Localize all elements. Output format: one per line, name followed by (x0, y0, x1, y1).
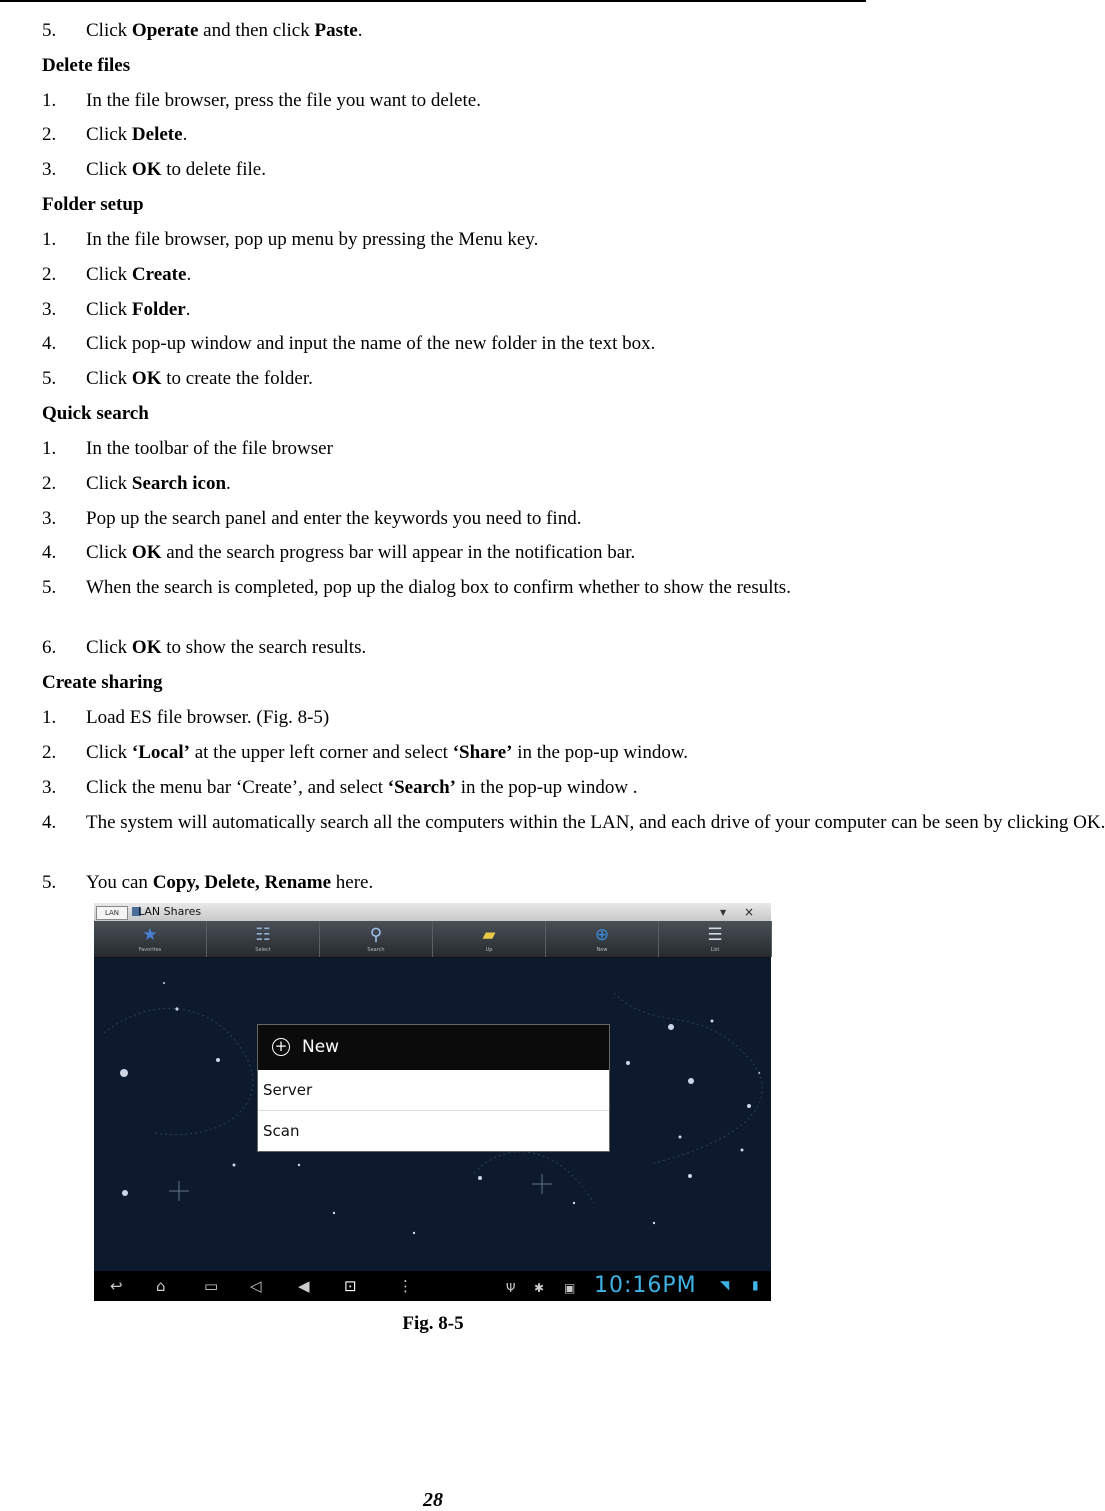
notification-icon: ▣ (564, 1281, 576, 1295)
toolbar-button-up[interactable] (433, 921, 546, 957)
text-run: You can (86, 872, 153, 893)
list-number: 2. (42, 473, 57, 494)
close-icon[interactable]: × (744, 905, 755, 919)
list-item-text (86, 775, 866, 801)
text-run: . (226, 473, 231, 494)
toolbar-button-select[interactable] (207, 921, 320, 957)
list-number: 5. (42, 872, 57, 893)
bold-term: Copy, Delete, Rename (152, 872, 332, 893)
list-item-text (86, 707, 866, 729)
toolbar-button-search[interactable] (320, 921, 433, 957)
screenshot-icon[interactable]: ⊡ (344, 1277, 357, 1295)
text-run: to create the folder. (161, 368, 313, 389)
list-item-text (86, 508, 866, 530)
text-run: Click (86, 542, 132, 563)
list-item-text (86, 229, 866, 251)
list-item-text (86, 438, 866, 460)
text-run: Click pop-up window and input the name of the new folder in the text box. (86, 333, 656, 354)
toolbar-button-new[interactable] (546, 921, 659, 957)
menu-item-server[interactable] (258, 1070, 609, 1111)
list-item-text (86, 264, 866, 286)
text-run: Click (86, 742, 132, 763)
list-number: 4. (42, 542, 57, 563)
search-icon: ⚲ (369, 925, 383, 945)
text-run: and the search progress bar will appear in the notification bar. (161, 542, 636, 563)
back-icon[interactable]: ↩ (110, 1277, 123, 1295)
list-number: 3. (42, 508, 57, 529)
text-run: Click (86, 124, 132, 145)
file-browser-screenshot (94, 903, 771, 1301)
select-grid-icon: ☷ (255, 925, 271, 945)
list-number: 4. (42, 812, 57, 833)
list-view-icon: ☰ (707, 925, 723, 945)
menu-header (258, 1025, 609, 1070)
bold-term: Delete (131, 124, 183, 145)
list-number: 4. (42, 333, 57, 354)
text-run: Click (86, 264, 132, 285)
text-run: In the toolbar of the file browser (86, 438, 333, 459)
bold-term: Operate (131, 20, 199, 41)
bold-term: ‘Share’ (452, 742, 513, 763)
toolbar (94, 921, 771, 958)
list-number: 5. (42, 577, 57, 598)
title-bar (94, 903, 771, 921)
text-run: . (357, 20, 363, 41)
text-run: In the file browser, pop up menu by pressing the Menu key. (86, 229, 539, 250)
list-item-text (86, 333, 866, 355)
text-run: Click the menu bar ‘Create’, and select (86, 777, 388, 798)
list-number: 6. (42, 637, 57, 658)
menu-item-label: Scan (263, 1122, 300, 1140)
wifi-icon: ◥ (720, 1278, 730, 1292)
list-item-text (86, 542, 866, 564)
text-run: . (186, 264, 192, 285)
volume-up-icon[interactable]: ◀ (298, 1277, 310, 1295)
text-run: When the search is completed, pop up the dialog box to confirm whether to show the results. (86, 577, 791, 598)
home-icon[interactable]: ⌂ (156, 1277, 166, 1295)
dropdown-icon[interactable]: ▼ (720, 908, 727, 917)
list-item-text (86, 20, 866, 42)
top-rule (0, 0, 866, 2)
list-number: 1. (42, 438, 57, 459)
text-run: at the upper left corner and select (189, 742, 453, 763)
list-number: 2. (42, 124, 57, 145)
list-number: 3. (42, 299, 57, 320)
text-run: here. (331, 872, 374, 893)
system-navigation-bar (94, 1271, 771, 1301)
text-run: Click (86, 368, 132, 389)
list-number: 3. (42, 777, 57, 798)
menu-item-scan[interactable] (258, 1111, 609, 1151)
bold-term: ‘Search’ (387, 777, 457, 798)
list-item-text (86, 872, 866, 894)
bold-term: OK (131, 159, 162, 180)
bold-term: Paste (314, 20, 358, 41)
usb-icon: Ψ (506, 1281, 516, 1295)
toolbar-label: Up (485, 947, 493, 953)
bold-term: OK (131, 542, 162, 563)
list-item-text (86, 368, 866, 390)
text-run: In the file browser, press the file you want to delete. (86, 90, 481, 111)
text-run: . (185, 299, 191, 320)
volume-down-icon[interactable]: ◁ (250, 1277, 262, 1295)
list-number: 5. (42, 20, 57, 41)
text-run: in the pop-up window . (456, 777, 638, 798)
lan-button[interactable]: LAN (96, 906, 128, 920)
battery-icon: ▮ (752, 1278, 759, 1292)
bold-term: ‘Local’ (131, 742, 190, 763)
menu-dots-icon[interactable]: ⋮ (398, 1277, 413, 1295)
toolbar-label: New (596, 947, 608, 953)
list-number: 1. (42, 229, 57, 250)
text-run: Click (86, 637, 132, 658)
window-title: LAN Shares (138, 905, 202, 918)
toolbar-button-favorites[interactable] (94, 921, 207, 957)
toolbar-label: List (710, 947, 720, 953)
list-number: 3. (42, 159, 57, 180)
section-heading: Quick search (42, 403, 149, 424)
toolbar-label: Favorites (138, 947, 162, 953)
figure-caption: Fig. 8-5 (402, 1313, 464, 1334)
text-run: Click (86, 20, 132, 41)
bold-term: Create (131, 264, 187, 285)
new-menu-dialog (257, 1024, 610, 1152)
text-run: and then click (198, 20, 315, 41)
page-number: 28 (423, 1489, 443, 1511)
section-heading: Folder setup (42, 194, 144, 215)
bold-term: Search icon (131, 473, 227, 494)
bold-term: OK (131, 637, 162, 658)
list-item-text (86, 124, 866, 146)
folder-up-icon: ▰ (482, 925, 496, 945)
debug-icon: ✱ (534, 1281, 545, 1295)
menu-item-label: Server (263, 1081, 313, 1099)
toolbar-label: Select (255, 947, 271, 953)
toolbar-label: Search (367, 947, 385, 953)
text-run: The system will automatically search all the computers within the LAN, and each drive of your computer can be seen by clicking OK. (86, 812, 1105, 833)
text-run: Load ES file browser. (Fig. 8-5) (86, 707, 330, 728)
text-run: to delete file. (161, 159, 266, 180)
clock: 10:16PM (594, 1273, 697, 1298)
recent-apps-icon[interactable]: ▭ (204, 1277, 219, 1295)
plus-circle-icon: + (272, 1038, 290, 1056)
list-item-text (86, 159, 866, 181)
list-item-text (86, 637, 866, 659)
list-item-text (86, 299, 866, 321)
section-heading: Delete files (42, 55, 131, 76)
list-item-text (86, 812, 1105, 834)
list-item-text (86, 742, 866, 764)
new-icon: ⊕ (594, 925, 610, 945)
list-number: 1. (42, 90, 57, 111)
text-run: in the pop-up window. (512, 742, 689, 763)
star-icon: ★ (142, 925, 158, 945)
text-run: Click (86, 159, 132, 180)
list-number: 1. (42, 707, 57, 728)
text-run: to show the search results. (161, 637, 367, 658)
text-run: Click (86, 473, 132, 494)
list-number: 5. (42, 368, 57, 389)
list-item-text (86, 575, 866, 601)
list-item-text (86, 473, 866, 495)
list-number: 2. (42, 264, 57, 285)
bold-term: Folder (131, 299, 186, 320)
section-heading: Create sharing (42, 672, 163, 693)
text-run: Click (86, 299, 132, 320)
text-run: Pop up the search panel and enter the keywords you need to find. (86, 508, 582, 529)
text-run: . (182, 124, 188, 145)
list-item-text (86, 90, 866, 112)
menu-title: New (302, 1037, 340, 1057)
bold-term: OK (131, 368, 162, 389)
toolbar-button-list[interactable] (659, 921, 772, 957)
list-number: 2. (42, 742, 57, 763)
